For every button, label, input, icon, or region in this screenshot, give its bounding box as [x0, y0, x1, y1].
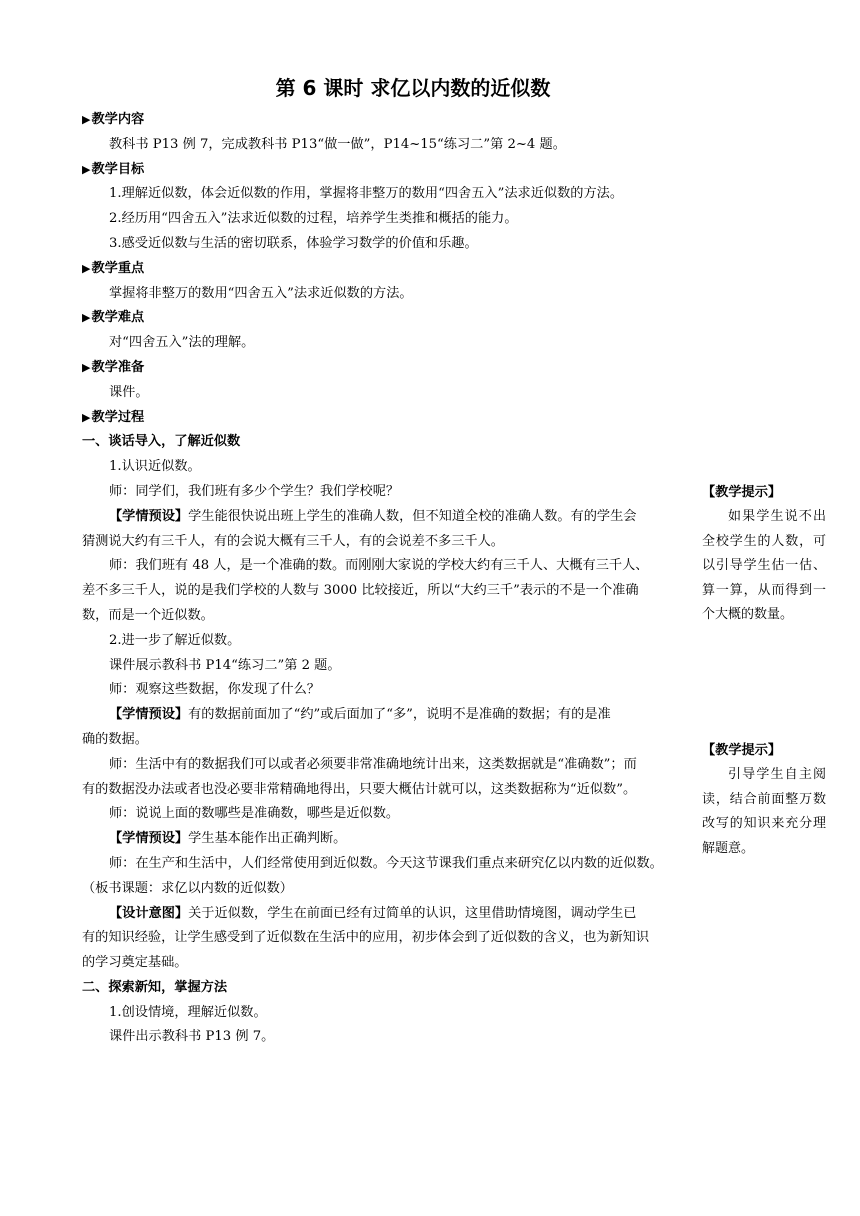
difficult-text: 对“四舍五入”法的理解。	[109, 335, 255, 351]
section-heading-prep: ▶教学准备	[82, 359, 145, 375]
triangle-bullet-icon: ▶	[82, 162, 91, 176]
paragraph: （板书课题：求亿以内数的近似数）	[82, 880, 293, 896]
paragraph: 师：在生产和生活中，人们经常使用到近似数。今天这节课我们重点来研究亿以内数的近似数。	[109, 855, 663, 871]
goal-item: 2.经历用“四舍五入”法求近似数的过程，培养学生类推和概括的能力。	[109, 211, 518, 227]
paragraph: 有的知识经验，让学生感受到了近似数在生活中的应用，初步体会到了近似数的含义，也为新知识	[82, 930, 650, 946]
paragraph: 差不多三千人，说的是我们学校的人数与 3000 比较接近，所以“大约三千”表示的不是一个准确	[82, 583, 639, 599]
section-heading-process: ▶教学过程	[82, 409, 145, 425]
section-heading-key: ▶教学重点	[82, 260, 145, 276]
triangle-bullet-icon: ▶	[82, 113, 91, 126]
paragraph: 有的数据没办法或者也没必要非常精确地得出，只要大概估计就可以，这类数据称为“近似数”。	[82, 781, 637, 797]
paragraph: 师：同学们，我们班有多少个学生？我们学校呢？	[109, 483, 400, 499]
goal-item: 1.理解近似数，体会近似数的作用，掌握将非整万的数用“四舍五入”法求近似数的方法。	[109, 186, 623, 202]
triangle-bullet-icon: ▶	[82, 360, 91, 374]
paragraph: 师：生活中有的数据我们可以或者必须要非常准确地统计出来，这类数据就是“准确数”；而	[109, 756, 637, 772]
paragraph: 师：我们班有 48 人，是一个准确的数。而刚刚大家说的学校大约有三千人、大概有三千人、	[109, 558, 649, 574]
paragraph: 猜测说大约有三千人，有的会说大概有三千人，有的会说差不多三千人。	[82, 533, 504, 549]
paragraph: 【学情预设】学生基本能作出正确判断。	[109, 831, 347, 847]
paragraph: 师：说说上面的数哪些是准确数，哪些是近似数。	[109, 806, 400, 822]
section-heading-content: ▶教学内容	[82, 112, 145, 127]
paragraph: 数，而是一个近似数。	[82, 607, 214, 623]
paragraph: 【学情预设】学生能很快说出班上学生的准确人数，但不知道全校的准确人数。有的学生会	[109, 508, 637, 524]
paragraph: 1.创设情境，理解近似数。	[109, 1004, 267, 1020]
note-heading: 【教学提示】	[702, 485, 782, 500]
tag-label: 【设计意图】	[109, 905, 189, 921]
goal-item: 3.感受近似数与生活的密切联系，体验学习数学的价值和乐趣。	[109, 235, 478, 251]
content-text: 教科书 P13 例 7，完成教科书 P13“做一做”，P14~15“练习二”第 2~4 题。	[109, 136, 566, 152]
paragraph: 的学习奠定基础。	[82, 955, 188, 971]
triangle-bullet-icon: ▶	[82, 261, 91, 275]
section-heading-goals: ▶教学目标	[82, 161, 145, 177]
part1-title: 一、谈话导入，了解近似数	[82, 434, 241, 450]
note-body: 引导学生自主阅读，结合前面整万数改写的知识来充分理解题意。	[702, 767, 826, 856]
part2-title: 二、探索新知，掌握方法	[82, 979, 228, 995]
tag-label: 【学情预设】	[109, 508, 189, 524]
paragraph: 【学情预设】有的数据前面加了“约”或后面加了“多”，说明不是准确的数据；有的是准	[109, 707, 611, 723]
section-heading-difficult: ▶教学难点	[82, 310, 145, 326]
main-column	[82, 108, 696, 1050]
lesson-title: 第 6 课时 求亿以内数的近似数	[275, 76, 551, 100]
teaching-tip-note	[702, 739, 826, 861]
tag-label: 【学情预设】	[109, 707, 189, 723]
key-text: 掌握将非整万的数用“四舍五入”法求近似数的方法。	[109, 285, 413, 301]
prep-text: 课件。	[109, 384, 149, 400]
paragraph: 师：观察这些数据，你发现了什么？	[109, 682, 320, 698]
paragraph: 课件展示教科书 P14“练习二”第 2 题。	[109, 657, 341, 673]
teaching-tip-note	[702, 481, 826, 628]
paragraph: 【设计意图】关于近似数，学生在前面已经有过简单的认识，这里借助情境图，调动学生已	[109, 905, 637, 921]
paragraph: 课件出示教科书 P13 例 7。	[109, 1029, 275, 1045]
triangle-bullet-icon: ▶	[82, 410, 91, 424]
note-body: 如果学生说不出全校学生的人数，可以引导学生估一估、算一算，从而得到一个大概的数量。	[702, 509, 826, 622]
paragraph: 1.认识近似数。	[109, 459, 201, 475]
triangle-bullet-icon: ▶	[82, 311, 91, 325]
note-heading: 【教学提示】	[702, 743, 782, 758]
paragraph: 确的数据。	[82, 731, 148, 747]
tag-label: 【学情预设】	[109, 831, 189, 847]
paragraph: 2.进一步了解近似数。	[109, 632, 241, 648]
